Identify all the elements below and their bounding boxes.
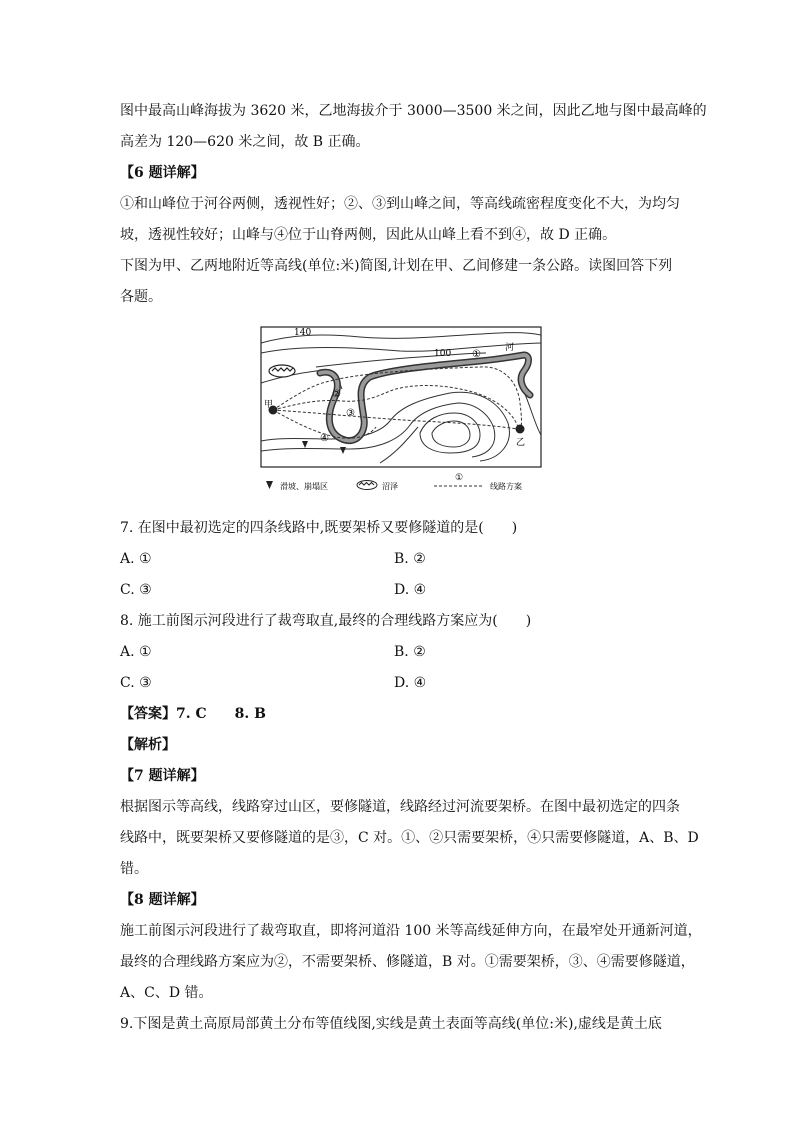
paragraph-line: A、C、D 错。 [120,985,213,1001]
q7-option-d: D. ④ [394,582,427,598]
contour-100-label: 100 [434,349,452,359]
q7-option-b: B. ② [394,551,426,567]
q7-option-a: A. ① [120,551,152,567]
contour-map-svg [120,323,680,509]
q7-option-c: C. ③ [120,582,152,598]
contour-140-label: 140 [294,328,312,338]
route-2-label: ② [332,389,341,400]
paragraph-line: 施工前图示河段进行了裁弯取直，即将河道沿 100 米等高线延伸方向，在最窄处开通新河道， [120,923,702,939]
paragraph-line: 根据图示等高线，线路穿过山区，要修隧道，线路经过河流要架桥。在图中最初选定的四条 [120,799,680,815]
legend-swamp-label: 沼泽 [382,482,398,491]
yi-label: 乙 [516,438,526,448]
q7-detail-header: 【7 题详解】 [120,768,205,784]
legend-route-number: ① [455,473,464,483]
question-intro-line: 下图为甲、乙两地附近等高线(单位:米)简图,计划在甲、乙间修建一条公路。读图回答下列 [120,258,673,274]
paragraph-line: 坡，透视性较好；山峰与④位于山脊两侧，因此从山峰上看不到④，故 D 正确。 [120,227,617,243]
question-8-stem: 8. 施工前图示河段进行了裁弯取直,最终的合理线路方案应为( ) [120,613,532,629]
document-page [120,96,707,1040]
route-4-label: ④ [320,433,329,444]
route-3-label: ③ [346,408,355,419]
question-8-options-row-1 [120,637,680,668]
question-intro-line: 各题。 [120,289,162,305]
question-9-stem: 9.下图是黄土高原局部黄土分布等值线图,实线是黄土表面等高线(单位:米),虚线是黄土底 [120,1016,662,1032]
question-8-options-row-2 [120,668,680,699]
jia-label: 甲 [264,400,274,410]
analysis-header: 【解析】 [120,737,176,753]
question-7-options-row-2 [120,575,680,606]
q8-detail-header: 【8 题详解】 [120,892,205,908]
question-7-options-row-1 [120,544,680,575]
answer-line: 【答案】7. C 8. B [120,706,266,722]
contour-map-figure [120,323,680,509]
paragraph-line: 线路中，既要架桥又要修隧道的是③，C 对。①、②只需要架桥，④只需要修隧道，A、B、D [120,830,699,846]
yi-point [516,425,525,434]
paragraph-line: 最终的合理线路方案应为②，不需要架桥、修隧道，B 对。①需要架桥，③、④需要修隧道， [120,954,695,970]
q8-option-d: D. ④ [394,675,427,691]
q8-option-c: C. ③ [120,675,152,691]
paragraph-line: 错。 [120,861,148,877]
paragraph-line: 高差为 120—620 米之间，故 B 正确。 [120,134,370,150]
paragraph-line: ①和山峰位于河谷两侧，透视性好；②、③到山峰之间，等高线疏密程度变化不大，为均匀 [120,196,680,212]
q6-detail-header: 【6 题详解】 [120,165,205,181]
legend-landslide-label: 滑坡、崩塌区 [280,482,328,491]
question-7-stem: 7. 在图中最初选定的四条线路中,既要架桥又要修隧道的是( ) [120,520,518,536]
paragraph-line: 图中最高山峰海拔为 3620 米，乙地海拔介于 3000—3500 米之间，因此乙地与图中最高峰的 [120,103,707,119]
q8-option-b: B. ② [394,644,426,660]
swamp-symbol [269,365,295,377]
legend-landslide-icon [266,481,273,489]
route-1-label: ① [472,349,481,360]
legend-route-label: 线路方案 [490,482,522,491]
q8-option-a: A. ① [120,644,152,660]
river-label: 河 [505,343,515,353]
